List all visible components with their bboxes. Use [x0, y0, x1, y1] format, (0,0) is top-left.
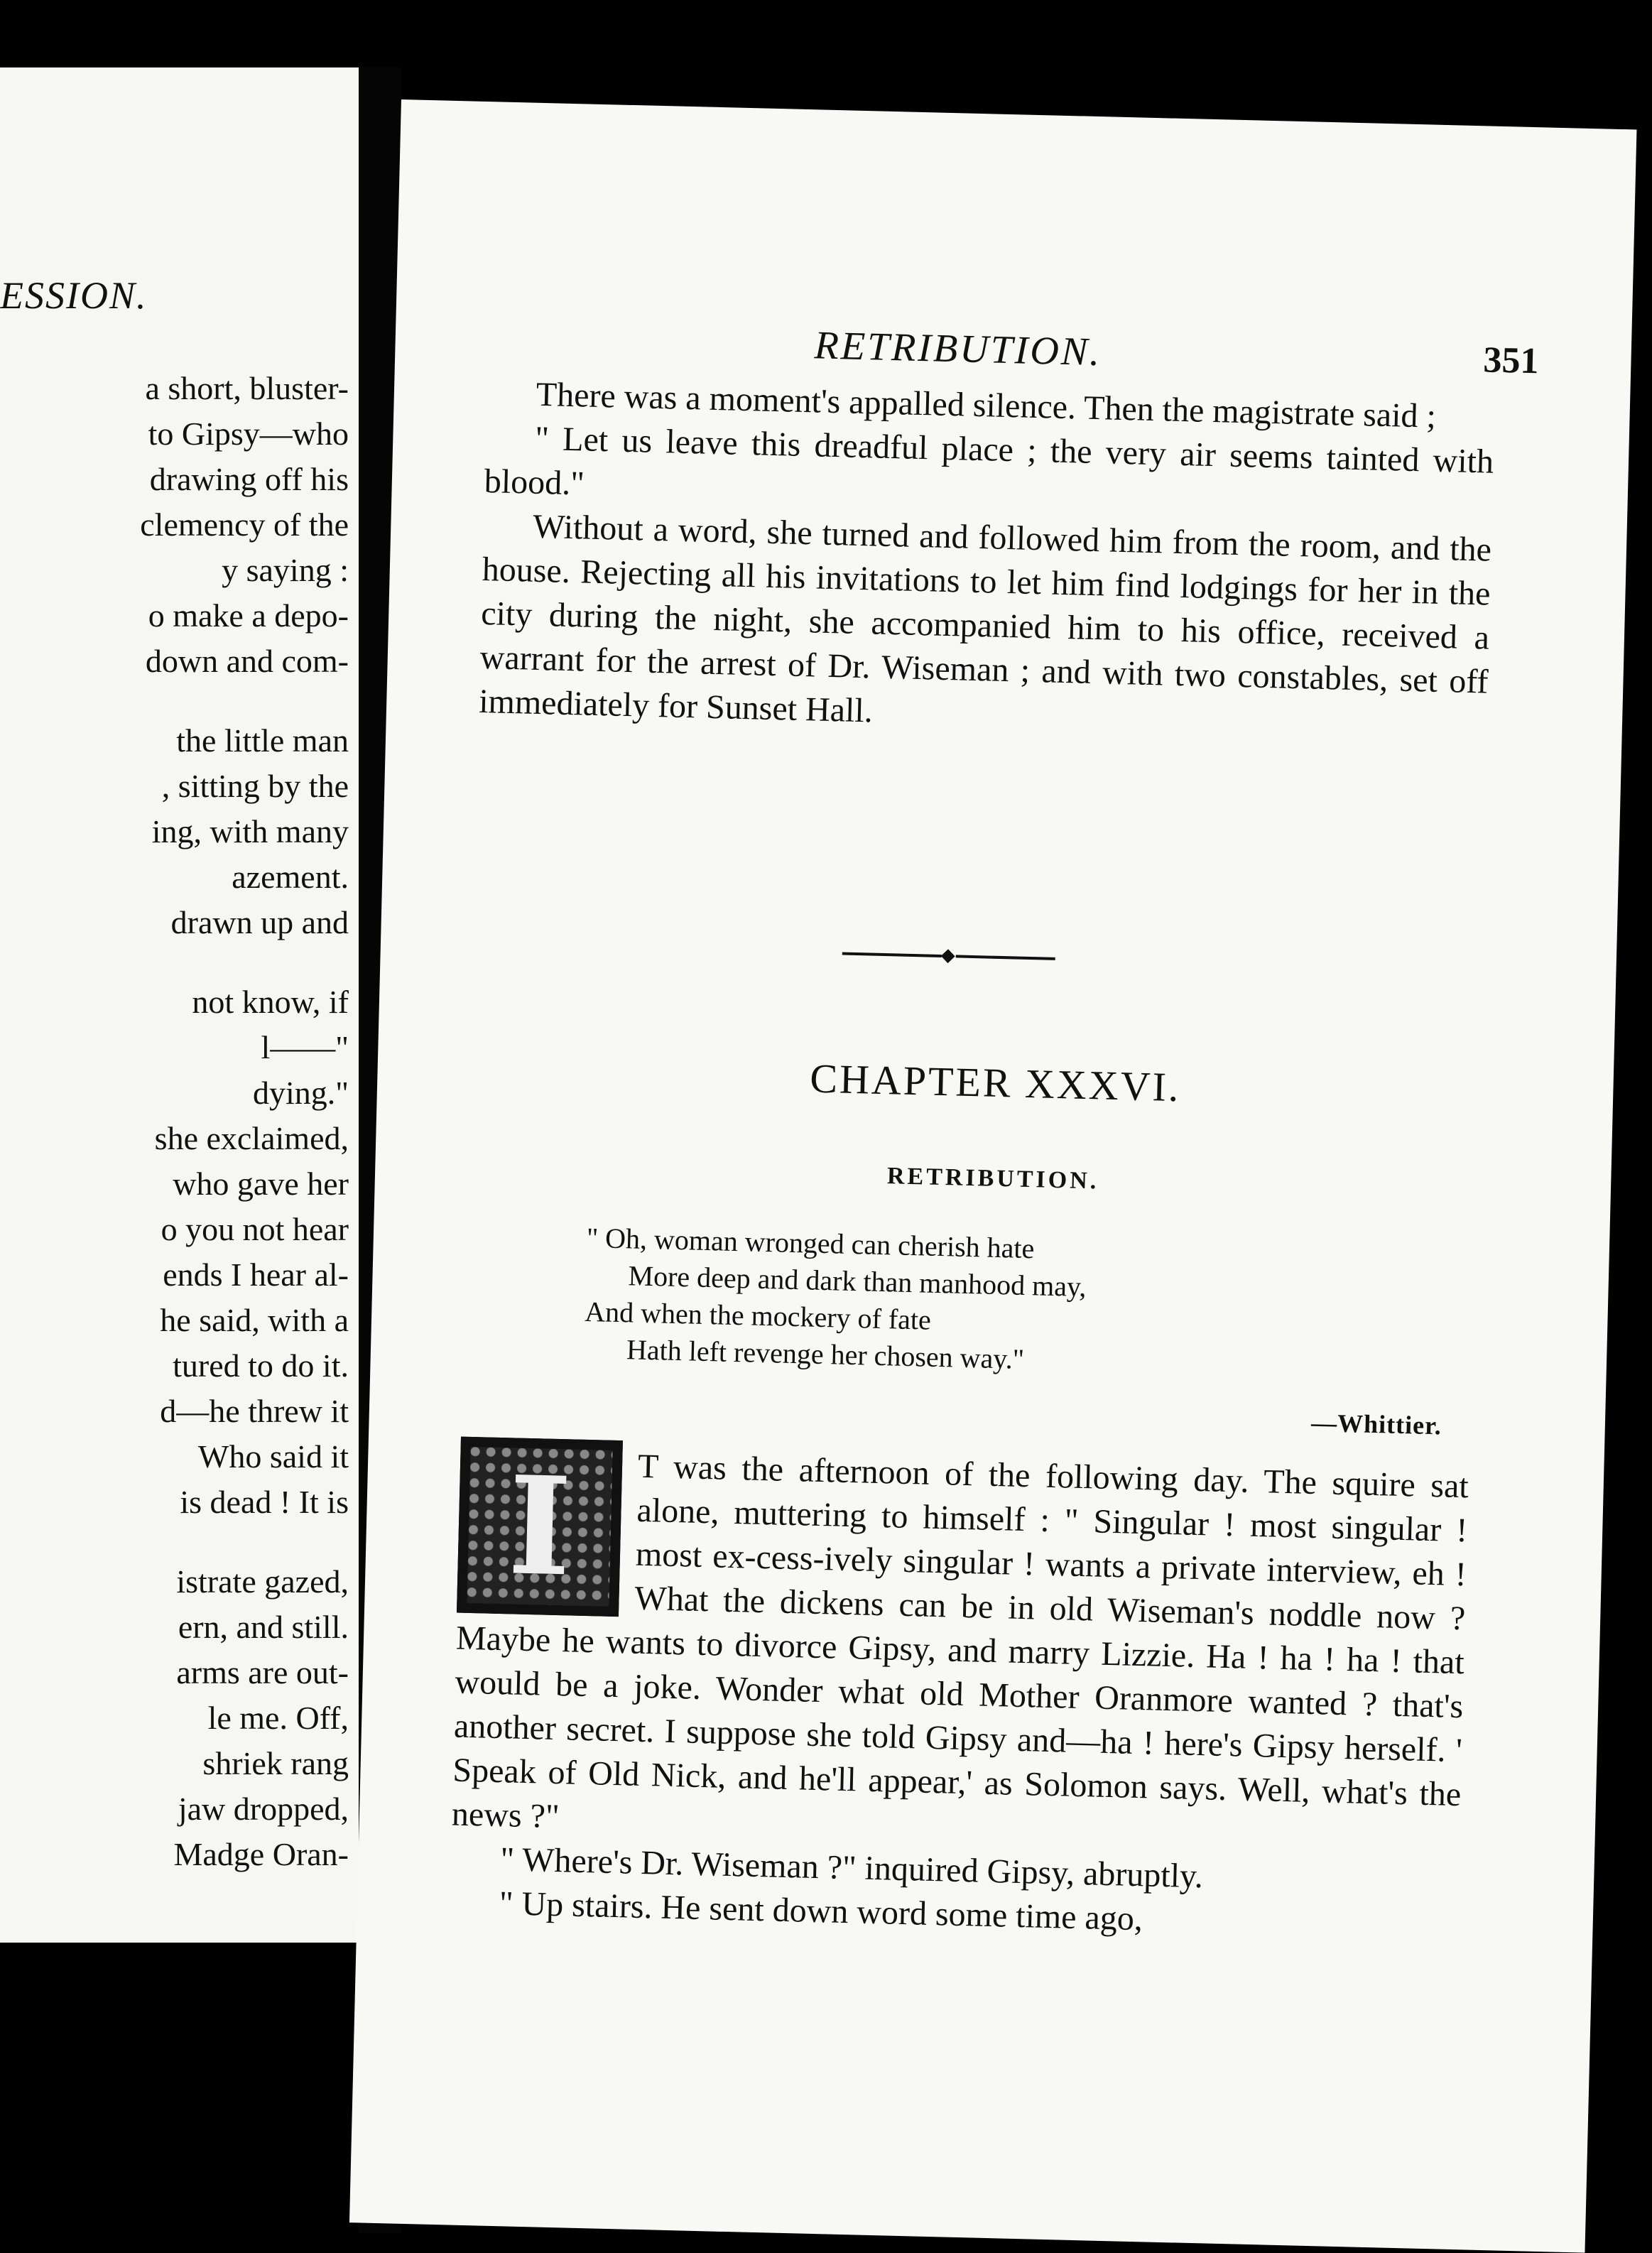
- chapter-subtitle: RETRIBUTION.: [886, 1163, 1099, 1195]
- opening-text: [479, 371, 1496, 749]
- left-line: drawing off his: [149, 461, 349, 497]
- running-head: RETRIBUTION.: [813, 323, 1103, 375]
- left-line: not know, if: [192, 984, 349, 1020]
- left-line: clemency of the: [140, 506, 349, 543]
- paragraph: Without a word, she turned and followed him from the room, and the house. Rejecting all his invitations to let him find lodgings for her in the city during the night, she accompanied him to his office, received a warrant for the arrest of Dr. Wiseman ; and with two constables, set off immediately for Sunset Hall.: [478, 507, 1492, 730]
- left-line: arms are out-: [176, 1654, 349, 1690]
- left-running-head: ESSION.: [0, 274, 148, 317]
- left-line: tured to do it.: [173, 1347, 349, 1384]
- left-line: ern, and still.: [178, 1609, 349, 1645]
- chapter-title: CHAPTER XXXVI.: [809, 1055, 1182, 1111]
- divider-diamond: [941, 949, 955, 963]
- left-line: Madge Oran-: [173, 1836, 349, 1872]
- decorative-initial: [457, 1437, 623, 1617]
- left-line-gap: [0, 945, 352, 979]
- left-line: down and com-: [145, 643, 349, 679]
- left-line: is dead ! It is: [180, 1484, 349, 1520]
- epigraph-line: More deep and dark than manhood may,: [628, 1259, 1087, 1303]
- left-line: jaw dropped,: [178, 1791, 349, 1827]
- left-line: she exclaimed,: [154, 1120, 349, 1156]
- left-line-gap: [0, 1525, 352, 1559]
- page-number: 351: [1482, 340, 1540, 382]
- paragraph: " Let us leave this dreadful place ; the very air seems tainted with blood.": [484, 419, 1494, 503]
- section-divider-ornament: [842, 949, 1055, 962]
- left-line: d—he threw it: [160, 1393, 349, 1429]
- right-page: [349, 99, 1637, 2253]
- left-line: o make a depo-: [148, 597, 349, 634]
- divider-rule-right: [956, 955, 1055, 960]
- left-line: dying.": [252, 1075, 349, 1111]
- left-line: to Gipsy—who: [148, 416, 349, 452]
- left-line: the little man: [176, 722, 349, 759]
- left-line: istrate gazed,: [176, 1563, 349, 1600]
- left-line: shriek rang: [202, 1745, 349, 1781]
- left-line: ing, with many: [151, 813, 349, 849]
- left-line: y saying :: [222, 552, 349, 588]
- left-line: Who said it: [197, 1438, 349, 1475]
- left-line: drawn up and: [170, 904, 349, 940]
- paragraph: " Where's Dr. Wiseman ?" inquired Gipsy, abruptly.: [499, 1840, 1204, 1896]
- paragraph: There was a moment's appalled silence. Then the magistrate said ;: [536, 375, 1437, 435]
- paragraph: " Up stairs. He sent down word some time ago,: [499, 1884, 1143, 1938]
- decorative-initial-pattern: [467, 1447, 612, 1607]
- epigraph-line: And when the mockery of fate: [584, 1295, 932, 1336]
- epigraph-attribution: —Whittier.: [1310, 1408, 1442, 1440]
- left-line: who gave her: [173, 1166, 349, 1202]
- left-line: le me. Off,: [207, 1700, 349, 1736]
- left-line: l——": [261, 1029, 349, 1065]
- left-line: he said, with a: [160, 1302, 349, 1338]
- paragraph: T was the afternoon of the following day. The squire sat alone, muttering to himself : " Singular ! most singular ! most ex-cess-ively singular ! wants a private interview, eh ! What the dickens can be in old Wiseman's noddle now ? Maybe he wants to divorce Gipsy, and marry Lizzie. Ha ! ha ! ha ! that would be a joke. Wonder what old Mother Oranmore wanted ? that's another secret. I suppose she told Gipsy and—ha ! here's Gipsy herself. ' Speak of Old Nick, and he'll appear,' as Solomon says. Well, what's the news ?": [451, 1447, 1469, 1836]
- epigraph-line: " Oh, woman wronged can cherish hate: [586, 1221, 1035, 1265]
- left-line: o you not hear: [161, 1211, 349, 1247]
- left-page-text: [0, 366, 352, 1877]
- left-line: azement.: [232, 859, 349, 895]
- left-line: a short, bluster-: [145, 370, 349, 406]
- divider-rule-left: [842, 952, 942, 957]
- left-line: , sitting by the: [161, 768, 349, 804]
- dropcap-letter: I: [506, 1446, 574, 1607]
- left-line: ends I hear al-: [163, 1256, 349, 1293]
- epigraph: [583, 1220, 1087, 1379]
- left-line-gap: [0, 684, 352, 718]
- epigraph-line: Hath left revenge her chosen way.": [626, 1333, 1025, 1375]
- left-page-fragment: [0, 67, 359, 1943]
